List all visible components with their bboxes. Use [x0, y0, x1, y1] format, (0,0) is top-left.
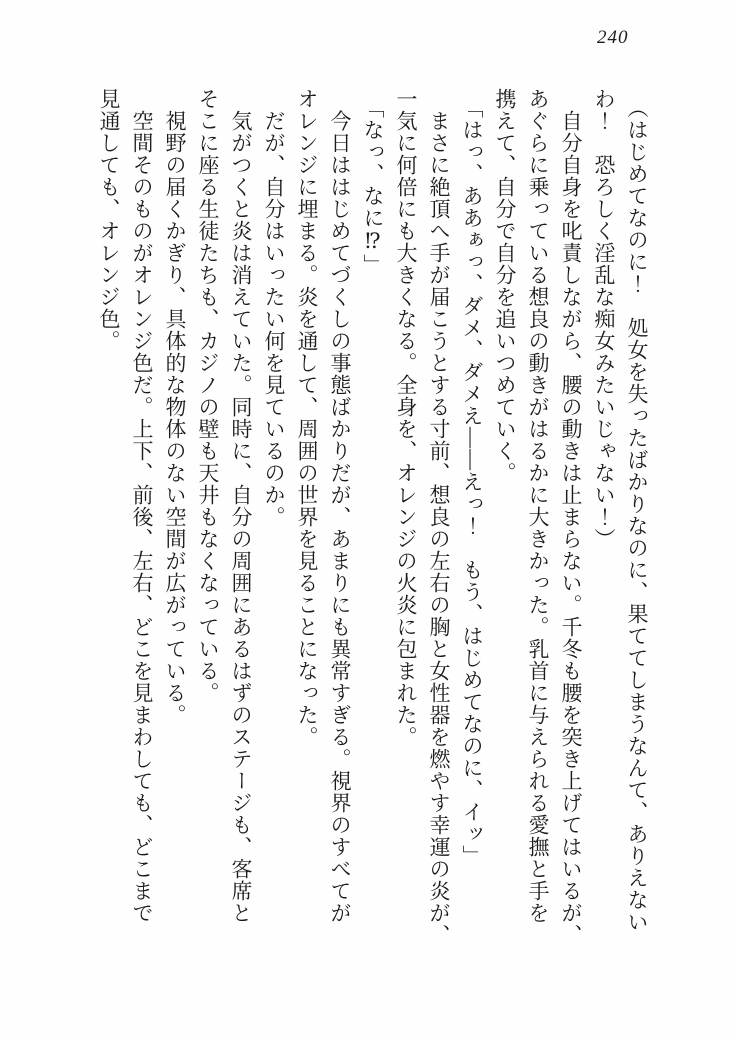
text-column: 気がつくと炎は消えていた。同時に、自分の周囲にあるはずのステージも、客席と: [229, 110, 253, 924]
text-column: わ！ 恐ろしく淫乱な痴女みたいじゃない！）: [592, 88, 616, 550]
text-column: 今日ははじめてづくしの事態ばかりだが、あまりにも異常すぎる。視界のすべてが: [328, 110, 352, 924]
text-column: 「はっ、ああぁっ、ダメ、ダメえ――えっ！ もう、はじめてなのに、イッ」: [460, 97, 484, 867]
text-column: 「なっ、なに⁉」: [361, 97, 385, 276]
text-column: だが、自分はいったい何を見ているのか。: [262, 110, 286, 528]
text-column: 見通しても、オレンジ色。: [97, 88, 121, 352]
text-column: 自分自身を叱責しながら、腰の動きは止まらない。千冬も腰を突き上げてはいるが、: [559, 110, 583, 946]
text-column: 一気に何倍にも大きくなる。全身を、オレンジの火炎に包まれた。: [394, 88, 418, 748]
text-column: あぐらに乗っている想良の動きがはるかに大きかった。乳首に与えられる愛撫と手を: [526, 88, 550, 924]
text-column: 視野の届くかぎり、具体的な物体のない空間が広がっている。: [163, 110, 187, 726]
text-column: そこに座る生徒たちも、カジノの壁も天井もなくなっている。: [196, 88, 220, 704]
text-column: 携えて、自分で自分を追いつめていく。: [493, 88, 517, 484]
page-number: 240: [597, 27, 629, 48]
text-column: まさに絶頂へ手が届こうとする寸前、想良の左右の胸と女性器を燃やす幸運の炎が、: [427, 110, 451, 946]
text-column: オレンジに埋まる。炎を通して、周囲の世界を見ることになった。: [295, 88, 319, 748]
text-column: 空間そのものがオレンジ色だ。上下、前後、左右、どこを見まわしても、どこまで: [130, 110, 154, 924]
vertical-text-block: [92, 88, 653, 950]
text-column: （はじめてなのに！ 処女を失ったばかりなのに、果ててしまうなんて、ありえない: [625, 97, 649, 933]
